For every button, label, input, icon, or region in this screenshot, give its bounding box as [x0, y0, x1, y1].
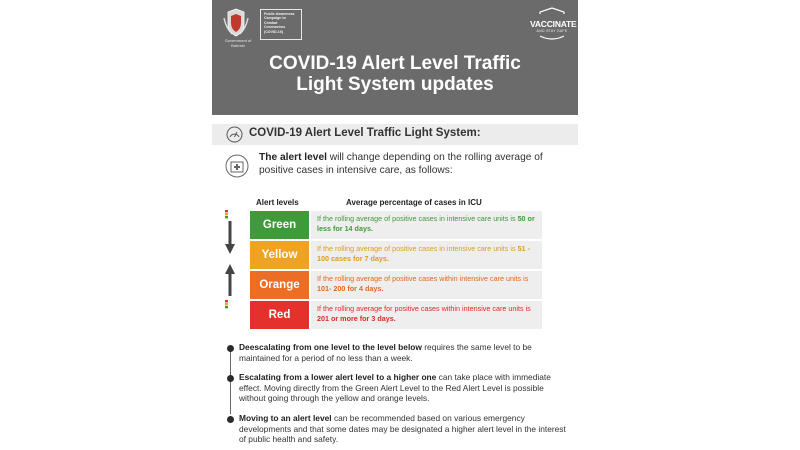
- desc-green: [311, 211, 542, 239]
- desc-red: [311, 301, 542, 329]
- bullet-bold: Escalating from a lower alert level to a higher one: [239, 372, 437, 382]
- bullet-connector: [230, 379, 231, 414]
- vaccinate-subtitle: AND STAY SAFE: [536, 29, 568, 33]
- bullet-text: requires the same level to be maintained for a period of no less than a week.: [239, 342, 532, 363]
- desc-green-pre: If the rolling average of positive cases in intensive care units is: [317, 214, 518, 223]
- header-banner: [212, 0, 578, 115]
- bullet-bold: Deescalating from one level to the level below: [239, 342, 422, 352]
- bullet-text: can take place with immediate effect. Moving directly from the Green Alert Level to the Red Alert Level is possible without going through the yellow and orange levels.: [239, 372, 551, 403]
- page-title: [212, 53, 578, 95]
- desc-orange-pre: If the rolling average of positive cases within intensive care units is: [317, 274, 529, 283]
- section-heading-bar: [212, 124, 578, 145]
- column-header-icu: Average percentage of cases in ICU: [346, 198, 482, 207]
- poster: [212, 0, 578, 450]
- campaign-text: Public Awareness Campaign to Combat Coronavirus (COVID-19): [264, 12, 295, 34]
- desc-yellow: [311, 241, 542, 269]
- desc-red-bold: 201 or more for 3 days.: [317, 314, 396, 323]
- bullet-moving: [239, 413, 569, 445]
- desc-orange: [311, 271, 542, 299]
- bullet-dot: [227, 375, 234, 382]
- section-title: COVID-19 Alert Level Traffic Light System:: [249, 127, 481, 139]
- desc-yellow-pre: If the rolling average of positive cases in intensive care units is: [317, 244, 518, 253]
- bullet-connector: [230, 349, 231, 376]
- up-traffic-light-icon: [225, 300, 228, 308]
- bullet-dot: [227, 345, 234, 352]
- level-orange: Orange: [250, 271, 309, 299]
- intro-paragraph: [259, 151, 569, 177]
- hospital-icon: [225, 153, 249, 179]
- title-line-2: Light System updates: [296, 74, 494, 95]
- down-traffic-light-icon: [225, 210, 228, 218]
- level-yellow: Yellow: [250, 241, 309, 269]
- intro-text: will change depending on the rolling average of positive cases in intensive care, as follows:: [259, 152, 543, 176]
- column-header-levels: Alert levels: [256, 198, 299, 207]
- escalation-arrows-icon: [220, 208, 250, 330]
- campaign-logo: [260, 9, 302, 40]
- level-green: Green: [250, 211, 309, 239]
- gauge-icon: [226, 126, 243, 143]
- intro-bold: The alert level: [259, 152, 327, 163]
- bullet-escalating: [239, 372, 569, 404]
- desc-green-bold: 50 or less for 14 days.: [317, 214, 535, 233]
- bullet-deescalating: [239, 342, 569, 363]
- vaccinate-title: VACCINATE: [530, 19, 577, 29]
- title-line-1: COVID-19 Alert Level Traffic: [269, 53, 521, 74]
- crest-caption: Government of Bahrain: [224, 38, 252, 48]
- bullet-dot: [227, 416, 234, 423]
- vaccinate-logo: [530, 6, 577, 42]
- level-red: Red: [250, 301, 309, 329]
- desc-orange-bold: 101- 200 for 4 days.: [317, 284, 384, 293]
- bahrain-crest-icon: [220, 8, 252, 38]
- desc-red-pre: If the rolling average for positive cases within intensive care units is: [317, 304, 531, 313]
- desc-yellow-bold: 51 - 100 cases for 7 days.: [317, 244, 530, 263]
- bullet-text: can be recommended based on various emergency developments and that some dates may be designated a higher alert level in the interest of public health and safety.: [239, 413, 566, 444]
- bullet-bold: Moving to an alert level: [239, 413, 332, 423]
